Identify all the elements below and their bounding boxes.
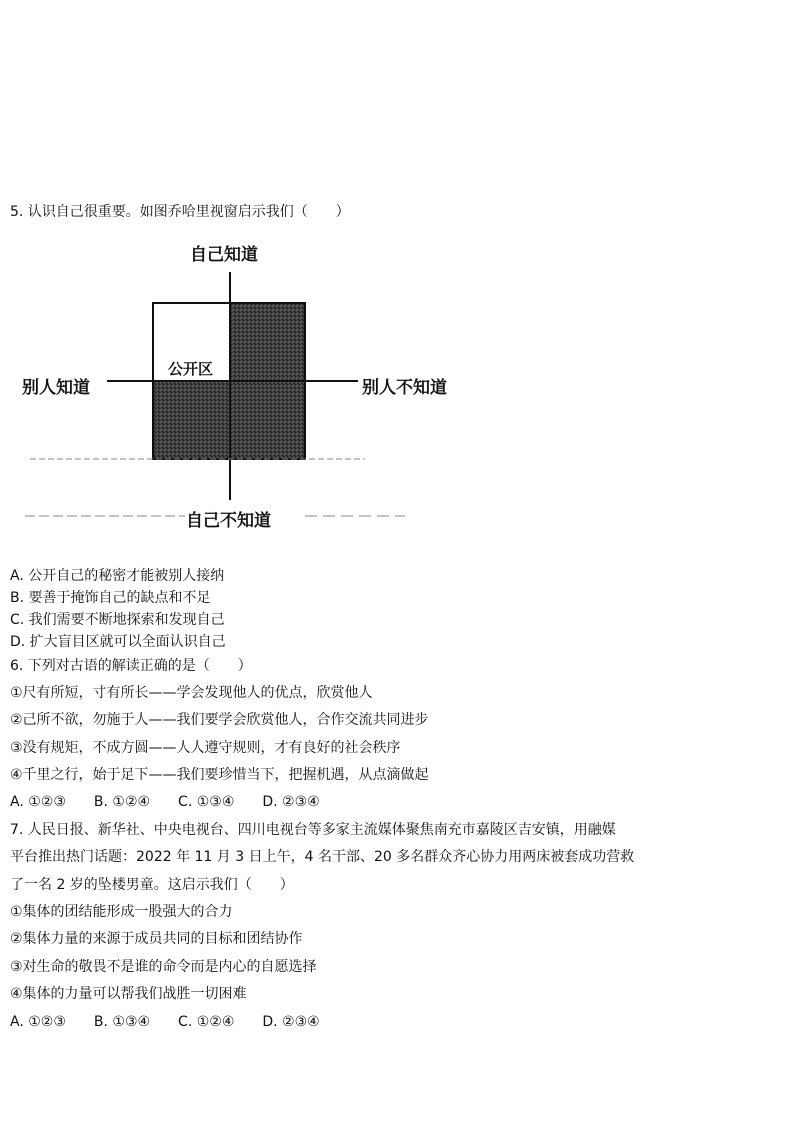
blind-quadrant	[230, 304, 304, 380]
label-others-know: 别人知道	[22, 378, 90, 398]
q7-item-2: ②集体力量的来源于成员共同的目标和团结协作	[10, 931, 303, 947]
q6-stem: 6. 下列对古语的解读正确的是（ ）	[10, 658, 252, 674]
q5-option-a: A. 公开自己的秘密才能被别人接纳	[10, 568, 225, 584]
q5-stem: 5. 认识自己很重要。如图乔哈里视窗启示我们（ ）	[10, 204, 350, 220]
q6-item-1: ①尺有所短，寸有所长——学会发现他人的优点，欣赏他人	[10, 685, 373, 701]
label-self-knows: 自己知道	[190, 245, 258, 265]
q6-item-4: ④千里之行，始于足下——我们要珍惜当下，把握机遇，从点滴做起	[10, 767, 429, 783]
q6-item-2: ②己所不欲，勿施于人——我们要学会欣赏他人，合作交流共同进步	[10, 712, 429, 728]
q6-item-3: ③没有规矩，不成方圆——人人遵守规则，才有良好的社会秩序	[10, 740, 401, 756]
label-self-unknown: 自己不知道	[186, 511, 271, 531]
q5-option-b: B. 要善于掩饰自己的缺点和不足	[10, 590, 211, 606]
q7-stem-line-2: 平台推出热门话题：2022 年 11 月 3 日上午，4 名干部、20 多名群众齐心协力用两床被套成功营救	[10, 849, 635, 865]
q6-answer-choices: A. ①②③ B. ①②④ C. ①③④ D. ②③④	[10, 794, 320, 810]
johari-window-diagram	[0, 230, 794, 530]
q5-option-c: C. 我们需要不断地探索和发现自己	[10, 612, 225, 628]
label-open-area: 公开区	[168, 360, 214, 378]
q7-item-4: ④集体的力量可以帮我们战胜一切困难	[10, 986, 247, 1002]
q7-stem-line-1: 7. 人民日报、新华社、中央电视台、四川电视台等多家主流媒体聚焦南充市嘉陵区吉安镇，用融媒	[10, 822, 616, 838]
q7-answer-choices: A. ①②③ B. ①③④ C. ①②④ D. ②③④	[10, 1014, 320, 1030]
q7-stem-line-3: 了一名 2 岁的坠楼男童。这启示我们（ ）	[10, 877, 294, 893]
q7-item-1: ①集体的团结能形成一股强大的合力	[10, 904, 233, 920]
q7-item-3: ③对生命的敬畏不是谁的命令而是内心的自愿选择	[10, 959, 317, 975]
label-others-unknown: 别人不知道	[362, 378, 447, 398]
q5-option-d: D. 扩大盲目区就可以全面认识自己	[10, 634, 226, 650]
